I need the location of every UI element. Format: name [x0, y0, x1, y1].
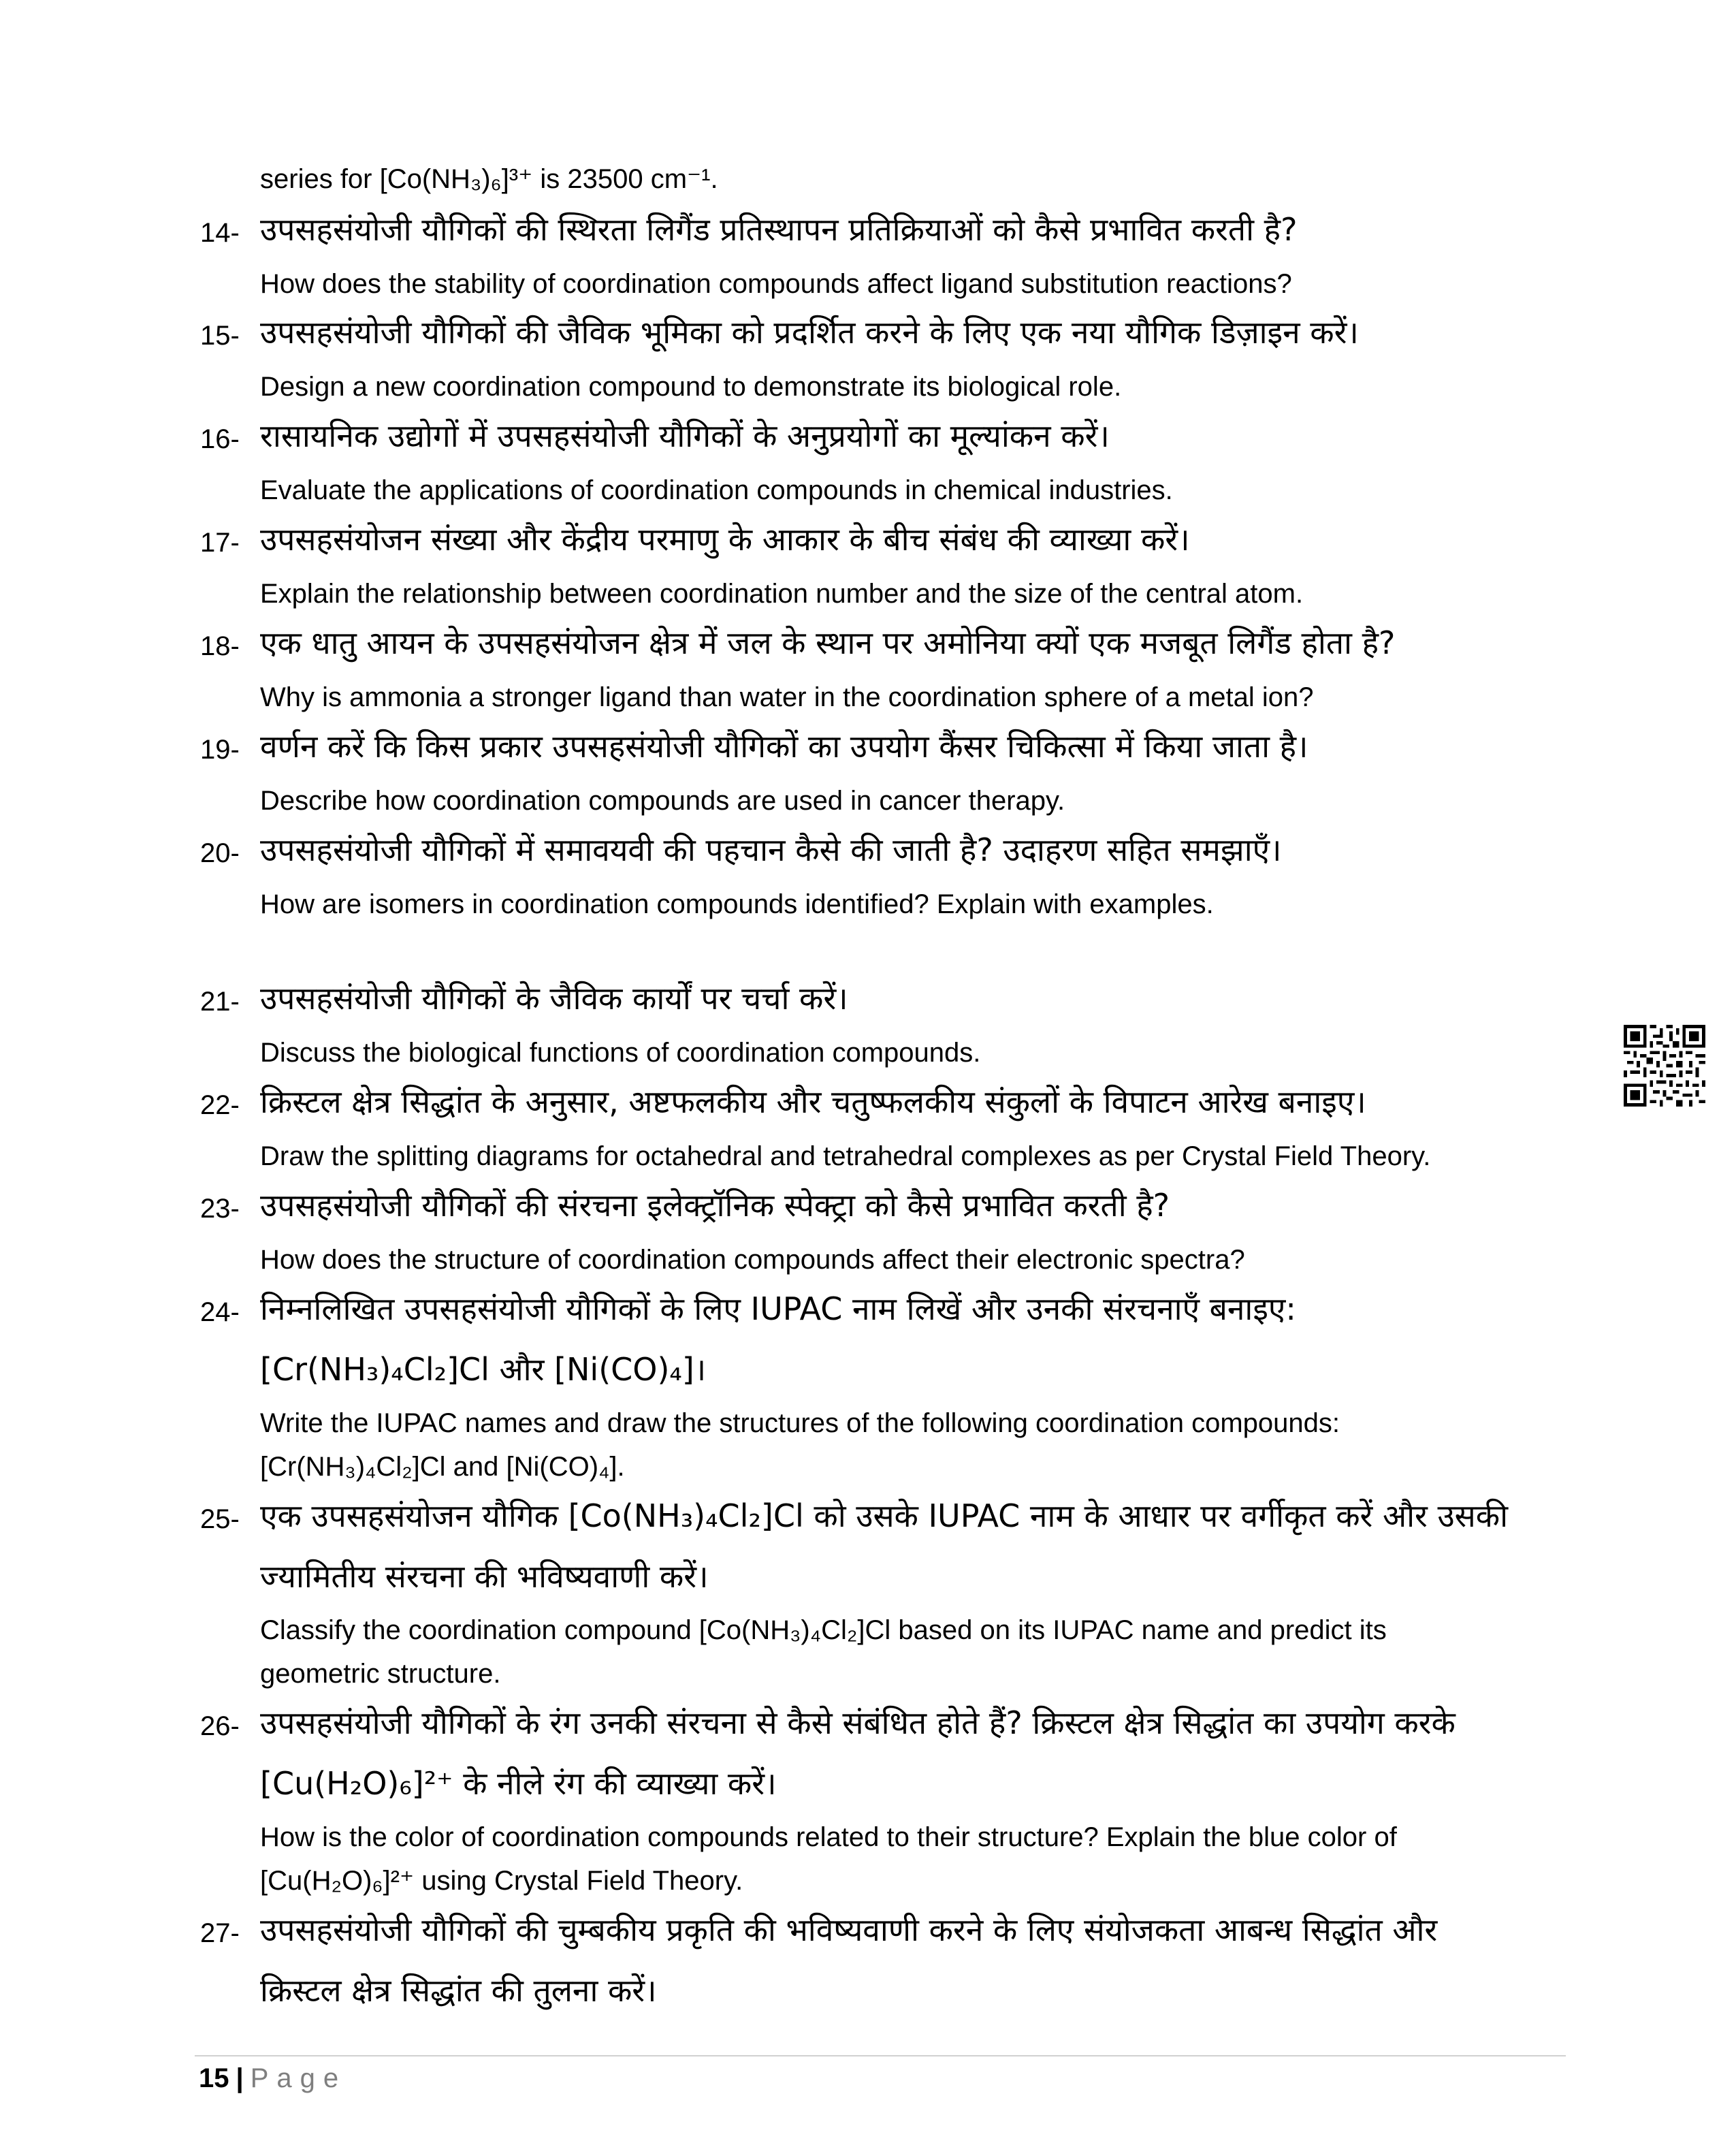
question-number: 25- — [200, 1504, 240, 1534]
question-number: 27- — [200, 1918, 240, 1948]
question-english: Write the IUPAC names and draw the structures of the following coordination compounds: — [260, 1408, 1340, 1438]
question-hindi: एक धातु आयन के उपसहसंयोजन क्षेत्र में जल के स्थान पर अमोनिया क्यों एक मजबूत लिगैंड होता है? — [260, 624, 1396, 661]
question-number: 18- — [200, 631, 240, 661]
question-hindi: [Cr(NH₃)₄Cl₂]Cl और [Ni(CO)₄]। — [260, 1351, 707, 1388]
question-english: Describe how coordination compounds are used in cancer therapy. — [260, 786, 1065, 816]
question-number: 17- — [200, 528, 240, 558]
page-number: 15 — [199, 2063, 229, 2093]
question-hindi: उपसहसंयोजी यौगिकों की जैविक भूमिका को प्रदर्शित करने के लिए एक नया यौगिक डिज़ाइन करें। — [260, 314, 1359, 351]
question-english: Why is ammonia a stronger ligand than water in the coordination sphere of a metal ion? — [260, 682, 1314, 712]
question-number: 26- — [200, 1711, 240, 1741]
question-number: 20- — [200, 838, 240, 868]
question-number: 19- — [200, 735, 240, 765]
question-english: Discuss the biological functions of coordination compounds. — [260, 1038, 981, 1068]
question-number: 15- — [200, 321, 240, 351]
question-english: Classify the coordination compound [Co(NH₃)₄Cl₂]Cl based on its IUPAC name and predict its — [260, 1615, 1387, 1645]
footer-separator: | — [236, 2063, 244, 2093]
question-number: 21- — [200, 987, 240, 1017]
question-hindi: उपसहसंयोजी यौगिकों की संरचना इलेक्ट्रॉनिक स्पेक्ट्रा को कैसे प्रभावित करती है? — [260, 1187, 1170, 1224]
question-number: 14- — [200, 218, 240, 248]
page-label: Page — [250, 2063, 347, 2093]
question-number: 22- — [200, 1090, 240, 1120]
question-english: [Cr(NH₃)₄Cl₂]Cl and [Ni(CO)₄]. — [260, 1452, 625, 1482]
page-footer — [199, 2063, 347, 2094]
question-number: 24- — [200, 1297, 240, 1327]
question-hindi: वर्णन करें कि किस प्रकार उपसहसंयोजी यौगिकों का उपयोग कैंसर चिकित्सा में किया जाता है। — [260, 728, 1308, 765]
question-hindi: [Cu(H₂O)₆]²⁺ के नीले रंग की व्याख्या करें। — [260, 1765, 777, 1802]
question-hindi: उपसहसंयोजी यौगिकों की चुम्बकीय प्रकृति की भविष्यवाणी करने के लिए संयोजकता आबन्ध सिद्धांत और — [260, 1911, 1438, 1948]
question-hindi: क्रिस्टल क्षेत्र सिद्धांत के अनुसार, अष्टफलकीय और चतुष्फलकीय संकुलों के विपाटन आरेख बनाइए। — [260, 1083, 1366, 1120]
question-hindi: उपसहसंयोजन संख्या और केंद्रीय परमाणु के आकार के बीच संबंध की व्याख्या करें। — [260, 521, 1190, 558]
question-english: Evaluate the applications of coordination compounds in chemical industries. — [260, 475, 1173, 505]
qr-code-icon — [1624, 1025, 1705, 1107]
question-english: [Cu(H₂O)₆]²⁺ using Crystal Field Theory. — [260, 1866, 743, 1896]
question-english: Draw the splitting diagrams for octahedral and tetrahedral complexes as per Crystal Field Theory. — [260, 1141, 1431, 1171]
question-hindi: उपसहसंयोजी यौगिकों के जैविक कार्यों पर चर्चा करें। — [260, 980, 848, 1017]
question-hindi: ज्यामितीय संरचना की भविष्यवाणी करें। — [260, 1558, 709, 1595]
question-english: Explain the relationship between coordination number and the size of the central atom. — [260, 579, 1304, 609]
question-hindi: क्रिस्टल क्षेत्र सिद्धांत की तुलना करें। — [260, 1972, 657, 2009]
footer-divider — [195, 2055, 1566, 2056]
question-hindi: उपसहसंयोजी यौगिकों में समावयवी की पहचान कैसे की जाती है? उदाहरण सहित समझाएँ। — [260, 831, 1282, 868]
question-english: How does the stability of coordination compounds affect ligand substitution reactions? — [260, 269, 1292, 299]
question-number: 16- — [200, 424, 240, 454]
question-english: How are isomers in coordination compounds identified? Explain with examples. — [260, 889, 1214, 919]
question-english: geometric structure. — [260, 1659, 501, 1689]
question-hindi: निम्नलिखित उपसहसंयोजी यौगिकों के लिए IUPAC नाम लिखें और उनकी संरचनाएँ बनाइए: — [260, 1290, 1296, 1327]
question-hindi: रासायनिक उद्योगों में उपसहसंयोजी यौगिकों के अनुप्रयोगों का मूल्यांकन करें। — [260, 417, 1110, 454]
question-english: How is the color of coordination compounds related to their structure? Explain the blue color of — [260, 1822, 1397, 1852]
question-hindi: उपसहसंयोजी यौगिकों की स्थिरता लिगैंड प्रतिस्थापन प्रतिक्रियाओं को कैसे प्रभावित करती है? — [260, 211, 1298, 248]
question-english: How does the structure of coordination compounds affect their electronic spectra? — [260, 1245, 1245, 1275]
question-number: 23- — [200, 1194, 240, 1224]
question-english: Design a new coordination compound to demonstrate its biological role. — [260, 372, 1122, 402]
question-hindi: उपसहसंयोजी यौगिकों के रंग उनकी संरचना से कैसे संबंधित होते हैं? क्रिस्टल क्षेत्र सिद्धांत का उपयोग करके — [260, 1704, 1456, 1741]
continuation-text: series for [Co(NH₃)₆]³⁺ is 23500 cm⁻¹. — [260, 164, 718, 194]
question-hindi: एक उपसहसंयोजन यौगिक [Co(NH₃)₄Cl₂]Cl को उसके IUPAC नाम के आधार पर वर्गीकृत करें और उसकी — [260, 1497, 1509, 1534]
